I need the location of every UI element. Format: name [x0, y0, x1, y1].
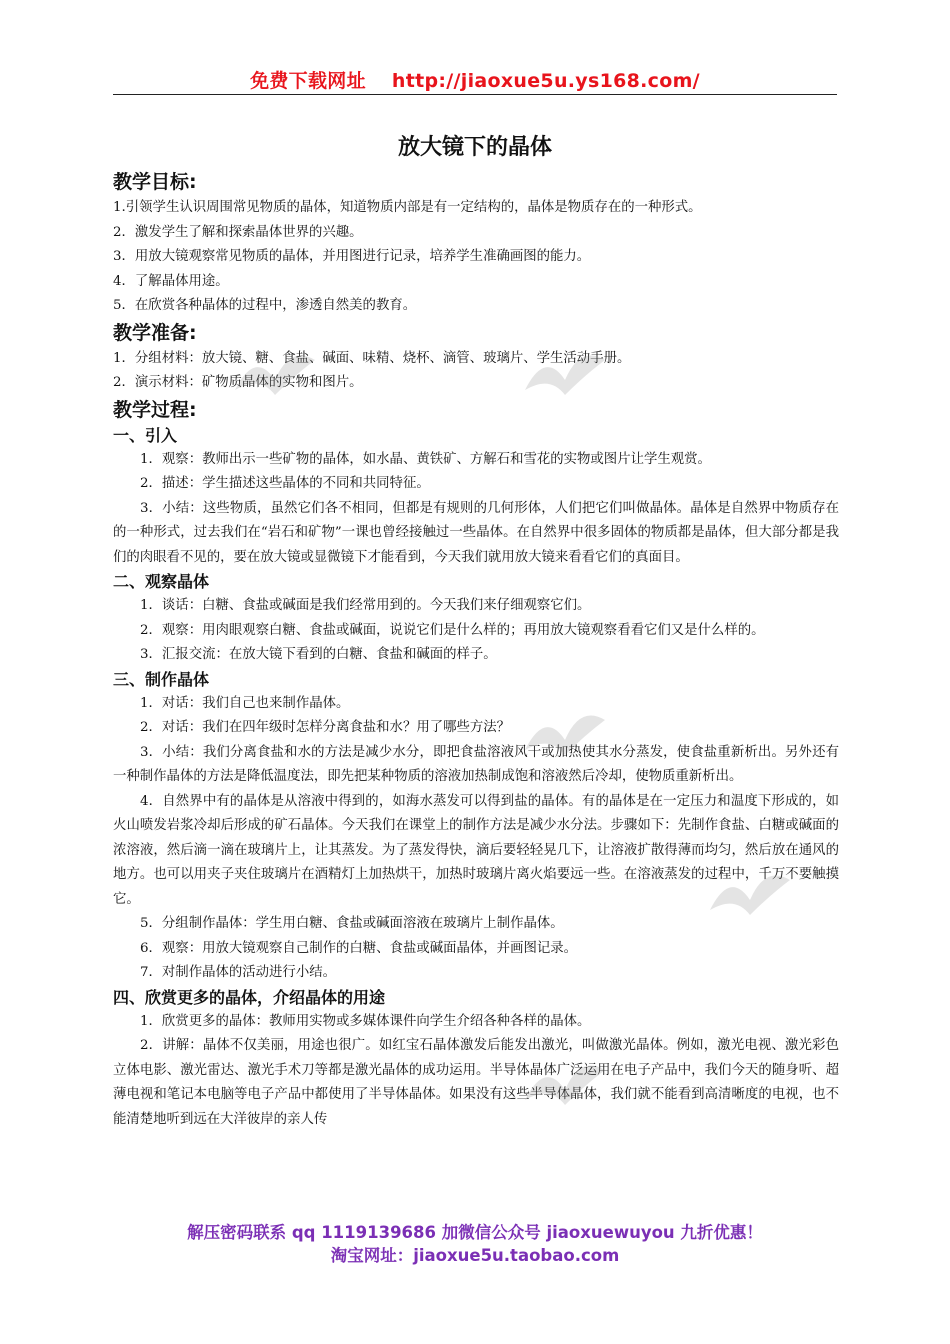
paragraph: 1．观察：教师出示一些矿物的晶体，如水晶、黄铁矿、方解石和雪花的实物或图片让学生观赏。 [140, 451, 711, 467]
paragraph: 6．观察：用放大镜观察自己制作的白糖、食盐或碱面晶体，并画图记录。 [140, 940, 578, 956]
footer-contact: 解压密码联系 qq 1119139686 加微信公众号 jiaoxuewuyou 九折优惠！ [187, 1223, 763, 1242]
paragraph: 3．汇报交流：在放大镜下看到的白糖、食盐和碱面的样子。 [140, 647, 497, 662]
paragraph: 3．小结：我们分离食盐和水的方法是减少水分，即把食盐溶液风干或加热使其水分蒸发，使食盐重新析出。另外还有一种制作晶体的方法是降低温度法，即先把某种物质的溶液加热制成饱和溶液然后冷却，使物质重新析出。 [113, 744, 839, 784]
subsection-heading-observe: 二、观察晶体 [113, 572, 210, 591]
subsection-heading-uses: 四、欣赏更多的晶体，介绍晶体的用途 [113, 987, 386, 1007]
document-body [113, 168, 839, 1132]
paragraph: 1.引领学生认识周围常见物质的晶体，知道物质内部是有一定结构的，晶体是物质存在的一种形式。 [113, 200, 702, 215]
paragraph: 1．谈话：白糖、食盐或碱面是我们经常用到的。今天我们来仔细观察它们。 [140, 598, 591, 613]
header-url-link[interactable]: http://jiaoxue5u.ys168.com/ [391, 70, 700, 92]
paragraph: 1．欣赏更多的晶体：教师用实物或多媒体课件向学生介绍各种各样的晶体。 [140, 1013, 591, 1029]
section-heading-process: 教学过程: [113, 398, 197, 421]
paragraph: 4．了解晶体用途。 [113, 273, 229, 289]
header-label: 免费下载网址 [250, 70, 366, 92]
paragraph: 3．用放大镜观察常见物质的晶体，并用图进行记录，培养学生准确画图的能力。 [113, 249, 591, 264]
paragraph: 7．对制作晶体的活动进行小结。 [140, 965, 336, 980]
paragraph: 2．演示材料：矿物质晶体的实物和图片。 [113, 375, 363, 390]
paragraph: 1．分组材料：放大镜、糖、食盐、碱面、味精、烧杯、滴管、玻璃片、学生活动手册。 [113, 350, 631, 366]
paragraph: 2．描述：学生描述这些晶体的不同和共同特征。 [140, 476, 430, 491]
paragraph: 3．小结：这些物质，虽然它们各不相同，但都是有规则的几何形体，人们把它们叫做晶体。晶体是自然界中物质存在的一种形式，过去我们在“岩石和矿物”一课也曾经接触过一些晶体。在自然界中很多固体的物质都是晶体，但大部分都是我们的肉眼看不见的，要在放大镜或显微镜下才能看到，今天我们就用放大镜来看看它们的真面目。 [113, 500, 839, 565]
paragraph: 4．自然界中有的晶体是从溶液中得到的，如海水蒸发可以得到盐的晶体。有的晶体是在一定压力和温度下形成的，如火山喷发岩浆冷却后形成的矿石晶体。今天我们在课堂上的制作方法是减少水分法。步骤如下：先制作食盐、白糖或碱面的浓溶液，然后滴一滴在玻璃片上，让其蒸发。为了蒸发得快，滴后要轻轻晃几下，让溶液扩散得薄而均匀，然后放在通风的地方。也可以用夹子夹住玻璃片在酒精灯上加热烘干，加热时玻璃片离火焰要远一些。在溶液蒸发的过程中，千万不要触摸它。 [113, 793, 839, 907]
paragraph: 2．对话：我们在四年级时怎样分离食盐和水？用了哪些方法？ [140, 720, 511, 735]
section-heading-objectives: 教学目标: [113, 171, 197, 193]
paragraph: 5．分组制作晶体：学生用白糖、食盐或碱面溶液在玻璃片上制作晶体。 [140, 916, 564, 931]
paragraph: 5．在欣赏各种晶体的过程中，渗透自然美的教育。 [113, 298, 417, 313]
paragraph: 2．激发学生了解和探索晶体世界的兴趣。 [113, 224, 363, 240]
paragraph: 2．讲解：晶体不仅美丽，用途也很广。如红宝石晶体激发后能发出激光，叫做激光晶体。例如，激光电视、激光彩色立体电影、激光雷达、激光手术刀等都是激光晶体的成功运用。半导体晶体广泛运用在电子产品中，我们今天的随身听、超薄电视和笔记本电脑等电子产品中都使用了半导体晶体。如果没有这些半导体晶体，我们就不能看到高清晰度的电视，也不能清楚地听到远在大洋彼岸的亲人传 [113, 1038, 839, 1127]
section-heading-preparation: 教学准备: [113, 321, 197, 344]
document-title: 放大镜下的晶体 [397, 134, 552, 160]
paragraph: 2．观察：用肉眼观察白糖、食盐或碱面，说说它们是什么样的；再用放大镜观察看看它们又是什么样的。 [140, 622, 765, 638]
header-divider [113, 94, 837, 95]
paragraph: 1．对话：我们自己也来制作晶体。 [140, 695, 350, 711]
subsection-heading-make: 三、制作晶体 [113, 669, 210, 689]
subsection-heading-intro: 一、引入 [113, 425, 178, 445]
footer-shop-link[interactable]: 淘宝网址：jiaoxue5u.taobao.com [330, 1246, 620, 1265]
download-header [113, 66, 837, 93]
